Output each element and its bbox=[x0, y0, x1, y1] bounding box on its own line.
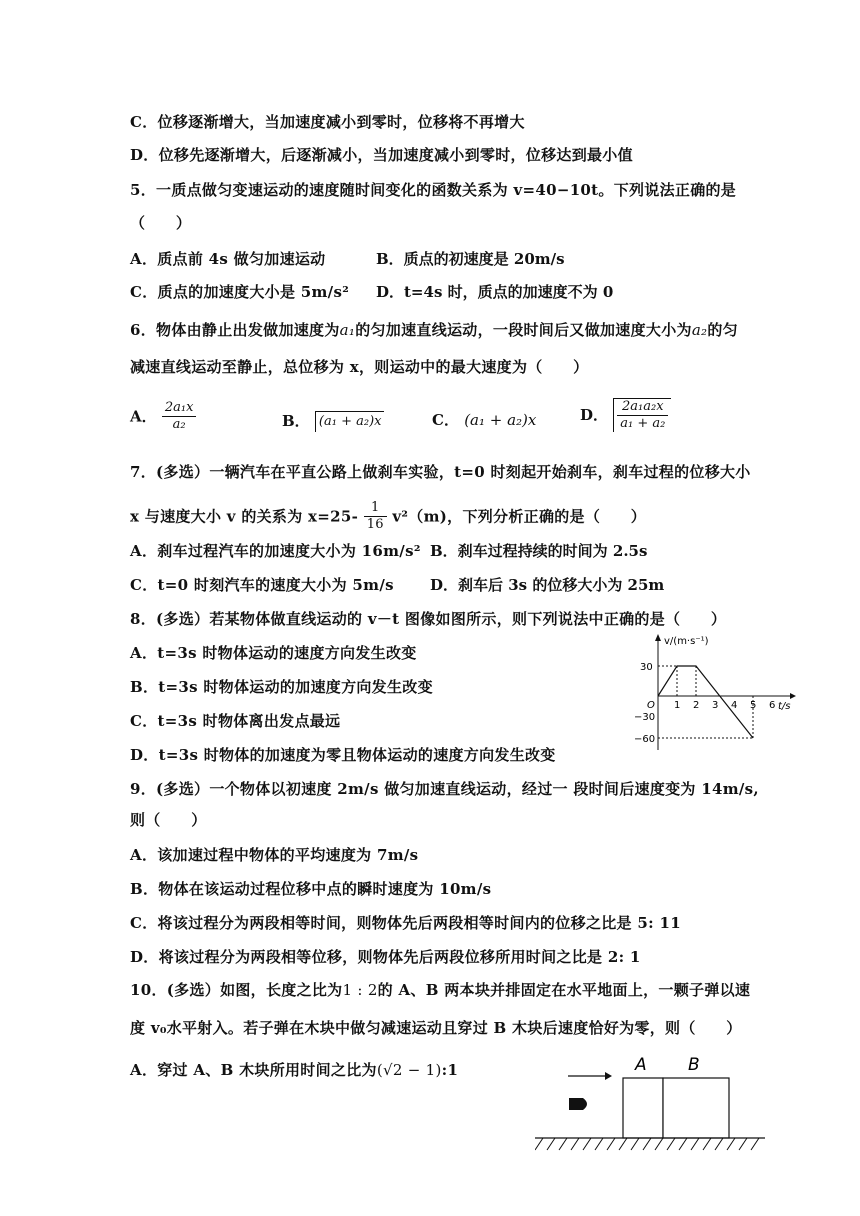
q6-option-b bbox=[282, 410, 384, 432]
q6-option-b-expr: (a₁ + a₂)x bbox=[318, 413, 382, 429]
q6-option-d-sqrt bbox=[613, 398, 671, 432]
q6-option-c-expr: (a₁ + a₂)x bbox=[464, 411, 537, 429]
q10-option-a-expr: (√2 − 1) bbox=[376, 1061, 442, 1079]
velocity-arrow-head bbox=[605, 1072, 612, 1080]
ground-hatch bbox=[535, 1138, 759, 1150]
vt-xtick-3: 3 bbox=[712, 700, 719, 711]
vt-curve bbox=[658, 666, 753, 738]
q6-option-b-label: B． bbox=[282, 412, 310, 430]
q7-option-b: B．刹车过程持续的时间为 2.5s bbox=[430, 542, 648, 560]
vt-ytick-neg60: −60 bbox=[634, 734, 656, 745]
q6-option-d-label: D． bbox=[580, 406, 609, 424]
q7-fraction-num: 1 bbox=[364, 500, 387, 517]
q7-option-a: A．刹车过程汽车的加速度大小为 16m/s² bbox=[130, 542, 421, 560]
block-a-label: A bbox=[635, 1055, 647, 1075]
q5-option-c: C．质点的加速度大小是 5m/s² bbox=[130, 283, 350, 301]
q6-stem-line2: 减速直线运动至静止，总位移为 x，则运动中的最大速度为（ ） bbox=[130, 358, 589, 376]
q6-stem-part2: 的匀加速直线运动，一段时间后又做加速度大小为 bbox=[355, 321, 692, 339]
q5-option-b: B．质点的初速度是 20m/s bbox=[376, 250, 565, 268]
q7-fraction bbox=[364, 500, 387, 533]
q5-paren: （ ） bbox=[130, 214, 192, 232]
q6-option-a-label: A． bbox=[130, 407, 157, 426]
vt-xtick-4: 4 bbox=[731, 700, 738, 711]
q5-option-a: A．质点前 4s 做匀加速运动 bbox=[130, 250, 326, 268]
q6-option-b-sqrt bbox=[315, 411, 385, 432]
q6-stem bbox=[130, 320, 738, 340]
vt-xtick-6: 6 bbox=[769, 700, 776, 711]
q6-option-d-den: a₁ + a₂ bbox=[620, 416, 666, 431]
vt-xtick-5: 5 bbox=[750, 700, 757, 711]
q10-ratio: 1 : 2 bbox=[342, 981, 378, 999]
q8-option-b: B．t=3s 时物体运动的加速度方向发生改变 bbox=[130, 678, 433, 696]
vt-origin: O bbox=[647, 700, 655, 711]
q6-option-d bbox=[580, 398, 671, 432]
q10-option-a bbox=[130, 1060, 458, 1080]
q7-fraction-den: 16 bbox=[366, 517, 384, 532]
q9-option-a: A．该加速过程中物体的平均速度为 7m/s bbox=[130, 846, 419, 864]
q4-option-c: C．位移逐渐增大，当加速度减小到零时，位移将不再增大 bbox=[130, 113, 525, 131]
q9-option-d: D．将该过程分为两段相等位移，则物体先后两段位移所用时间之比是 2: 1 bbox=[130, 948, 641, 966]
q7-stem: 7．(多选）一辆汽车在平直公路上做刹车实验，t=0 时刻起开始刹车，刹车过程的位移大小 bbox=[130, 463, 751, 481]
q6-stem-part3: 的匀 bbox=[707, 321, 738, 339]
q4-option-d: D．位移先逐渐增大，后逐渐减小，当加速度减小到零时，位移达到最小值 bbox=[130, 146, 633, 164]
vt-xtick-2: 2 bbox=[693, 700, 700, 711]
q9-stem: 9．(多选）一个物体以初速度 2m/s 做匀加速直线运动，经过一 段时间后速度变为 14m/s, bbox=[130, 780, 759, 798]
q7-stem-line2 bbox=[130, 500, 646, 533]
bullet-icon bbox=[569, 1098, 587, 1110]
q9-option-c: C．将该过程分为两段相等时间，则物体先后两段相等时间内的位移之比是 5: 11 bbox=[130, 914, 681, 932]
q8-option-c: C．t=3s 时物体离出发点最远 bbox=[130, 712, 341, 730]
q6-option-c-label: C． bbox=[432, 411, 459, 429]
blocks-diagram bbox=[535, 1050, 775, 1155]
q10-option-a-tail: :1 bbox=[441, 1061, 459, 1079]
q10-stem-a: 10．(多选）如图，长度之比为 bbox=[130, 981, 343, 999]
q9-option-b: B．物体在该运动过程位移中点的瞬时速度为 10m/s bbox=[130, 880, 492, 898]
vt-ytick-neg30: −30 bbox=[634, 712, 656, 723]
q9-paren: 则（ ） bbox=[130, 811, 207, 829]
vt-x-arrow bbox=[790, 693, 796, 699]
vt-xlabel: t/s bbox=[778, 701, 791, 712]
q6-option-a-fraction bbox=[162, 400, 197, 433]
q6-option-a-den: a₂ bbox=[172, 417, 186, 432]
q6-a2: a₂ bbox=[691, 321, 708, 339]
vt-xtick-1: 1 bbox=[674, 700, 681, 711]
q5-stem: 5．一质点做匀变速运动的速度随时间变化的函数关系为 v=40−10t。下列说法正确的是 bbox=[130, 181, 737, 199]
q7-option-c: C．t=0 时刻汽车的速度大小为 5m/s bbox=[130, 576, 394, 594]
q8-option-a: A．t=3s 时物体运动的速度方向发生改变 bbox=[130, 644, 417, 662]
q10-option-a-text: A．穿过 A、B 木块所用时间之比为 bbox=[130, 1061, 377, 1079]
q10-stem bbox=[130, 980, 750, 1000]
q7-option-d: D．刹车后 3s 的位移大小为 25m bbox=[430, 576, 665, 594]
q6-a1: a₁ bbox=[339, 321, 356, 339]
block-a bbox=[623, 1078, 663, 1138]
vt-y-arrow bbox=[655, 634, 661, 641]
q8-option-d: D．t=3s 时物体的加速度为零且物体运动的速度方向发生改变 bbox=[130, 746, 556, 764]
block-b bbox=[663, 1078, 729, 1138]
q6-option-a bbox=[130, 400, 196, 433]
q10-stem-line2: 度 v₀水平射入。若子弹在木块中做匀减速运动且穿过 B 木块后速度恰好为零，则（ ） bbox=[130, 1019, 742, 1037]
q5-option-d: D．t=4s 时，质点的加速度不为 0 bbox=[376, 283, 614, 301]
vt-graph bbox=[630, 632, 800, 757]
q8-stem: 8．(多选）若某物体做直线运动的 v－t 图像如图所示，则下列说法中正确的是（ ） bbox=[130, 610, 727, 628]
q6-option-a-num: 2a₁x bbox=[162, 400, 197, 417]
q6-option-d-num: 2a₁a₂x bbox=[617, 399, 668, 416]
block-b-label: B bbox=[688, 1055, 700, 1075]
q6-option-c bbox=[432, 410, 536, 430]
q6-option-d-fraction bbox=[617, 399, 668, 432]
q10-stem-b: 的 A、B 两本块并排固定在水平地面上，一颗子弹以速 bbox=[377, 981, 751, 999]
q7-stem-line2-a: x 与速度大小 v 的关系为 x=25- bbox=[130, 507, 359, 526]
q6-stem-part1: 6．物体由静止出发做加速度为 bbox=[130, 321, 340, 339]
q7-stem-line2-b: v²（m)，下列分析正确的是（ ） bbox=[392, 507, 647, 526]
vt-ylabel: v/(m·s⁻¹) bbox=[664, 636, 709, 647]
vt-ytick-30: 30 bbox=[640, 662, 653, 673]
